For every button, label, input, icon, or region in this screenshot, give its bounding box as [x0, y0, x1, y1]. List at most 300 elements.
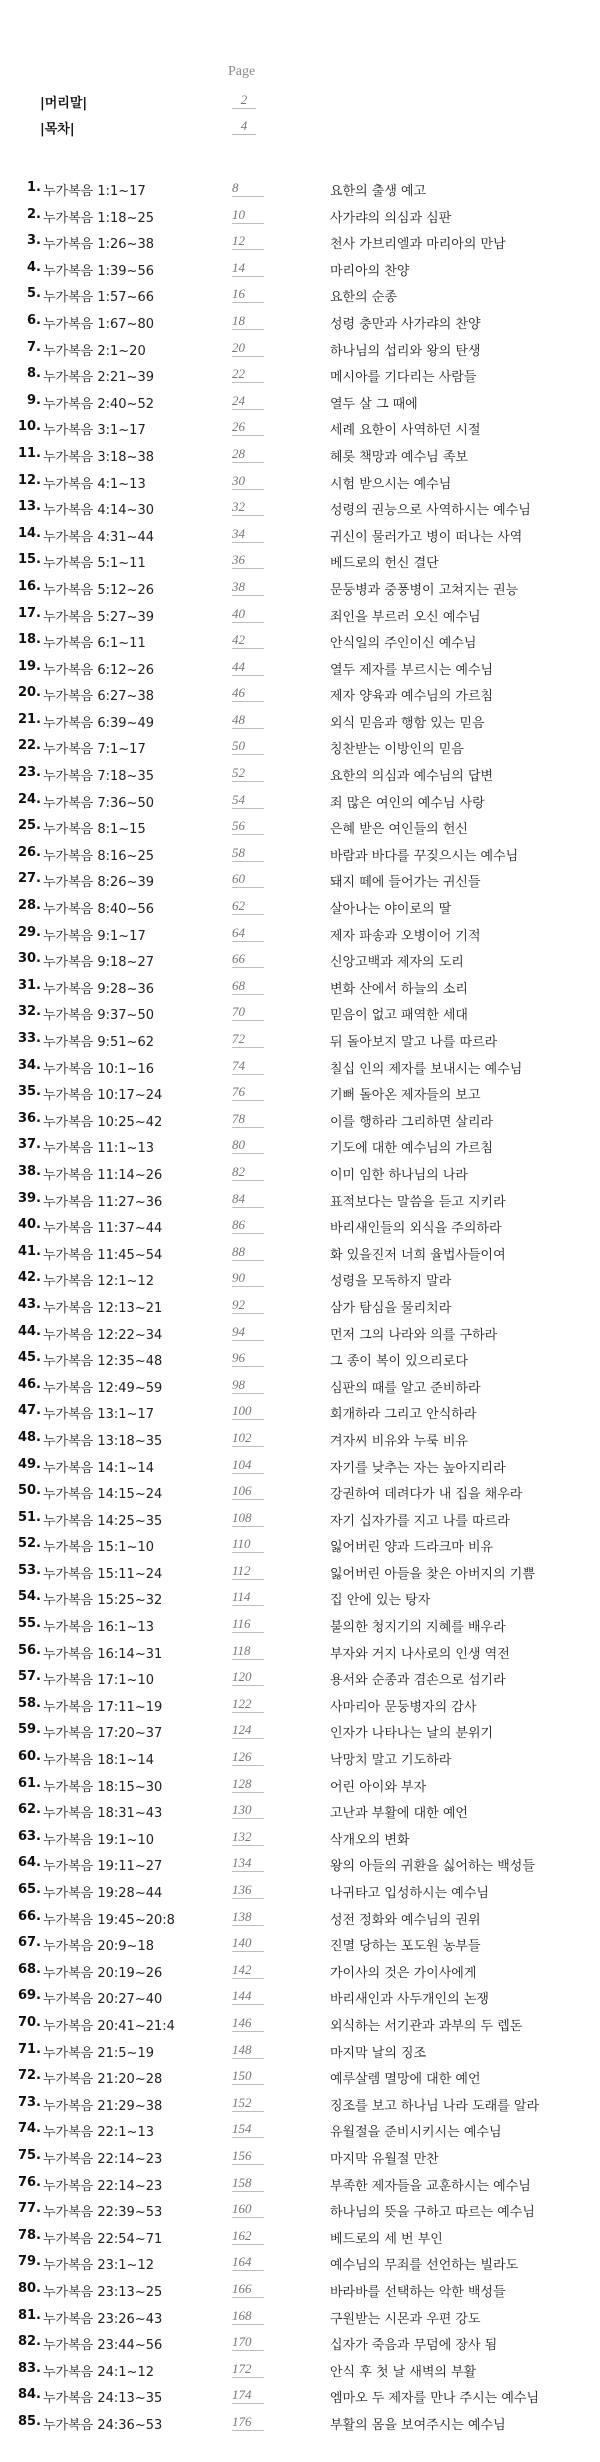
entry-reference: 누가복음 23:44~56: [43, 2338, 163, 2354]
toc-entry[interactable]: [0, 1479, 600, 1506]
entry-reference: 누가복음 22:1~13: [43, 2125, 154, 2141]
toc-entry[interactable]: [0, 894, 600, 921]
toc-entry[interactable]: [0, 522, 600, 549]
toc-entry[interactable]: [0, 734, 600, 761]
toc-entry[interactable]: [0, 2224, 600, 2251]
entry-page-number: 48: [232, 712, 264, 729]
entry-reference: 누가복음 11:1~13: [43, 1141, 154, 1157]
entry-page-number: 134: [232, 1855, 264, 1872]
entry-page-number: 46: [232, 685, 264, 702]
entry-title: 열두 살 그 때에: [330, 396, 418, 412]
entry-number: 61.: [17, 1775, 41, 1791]
entry-page-number: 124: [232, 1722, 264, 1739]
entry-number: 82.: [17, 2334, 41, 2350]
entry-page-number: 32: [232, 499, 264, 516]
entry-number: 43.: [17, 1296, 41, 1312]
entry-page-number: 130: [232, 1802, 264, 1819]
entry-reference: 누가복음 16:1~13: [43, 1620, 154, 1636]
entry-number: 14.: [17, 525, 41, 541]
entry-reference: 누가복음 21:29~38: [43, 2098, 163, 2114]
entry-number: 38.: [17, 1163, 41, 1179]
entry-reference: 누가복음 20:27~40: [43, 1992, 163, 2008]
entry-page-number: 64: [232, 925, 264, 942]
entry-page-number: 100: [232, 1403, 264, 1420]
entry-title: 죄 많은 여인의 예수님 사랑: [330, 795, 485, 811]
entry-page-number: 90: [232, 1270, 264, 1287]
toc-entry[interactable]: [0, 2250, 600, 2277]
entry-number: 1.: [27, 180, 41, 195]
entry-title: 예수님의 무죄를 선언하는 빌라도: [330, 2258, 519, 2274]
entry-number: 35.: [17, 1084, 41, 1100]
entry-title: 세례 요한이 사역하던 시절: [330, 423, 481, 439]
entry-reference: 누가복음 16:14~31: [43, 1646, 163, 1662]
entry-reference: 누가복음 8:1~15: [43, 822, 146, 838]
toc-entry[interactable]: [0, 1027, 600, 1054]
toc-entry[interactable]: [0, 1984, 600, 2011]
entry-reference: 누가복음 17:20~37: [43, 1726, 163, 1742]
entry-page-number: 112: [232, 1563, 264, 1580]
toc-entry[interactable]: [0, 1187, 600, 1214]
entry-number: 53.: [17, 1562, 41, 1578]
entry-number: 76.: [17, 2174, 41, 2190]
toc-entry[interactable]: [0, 282, 600, 309]
toc-entry[interactable]: [0, 1080, 600, 1107]
toc-entry[interactable]: [0, 1000, 600, 1027]
entry-title: 천사 가브리엘과 마리아의 만남: [330, 237, 506, 253]
toc-entry[interactable]: [0, 1825, 600, 1852]
entry-reference: 누가복음 18:15~30: [43, 1779, 163, 1795]
toc-entry[interactable]: [0, 203, 600, 230]
entry-reference: 누가복음 6:27~38: [43, 689, 154, 705]
entry-reference: 누가복음 19:1~10: [43, 1832, 154, 1848]
entry-number: 70.: [17, 2014, 41, 2030]
toc-entry[interactable]: [0, 1878, 600, 1905]
entry-reference: 누가복음 15:1~10: [43, 1540, 154, 1556]
entry-title: 겨자씨 비유와 누룩 비유: [330, 1433, 468, 1449]
entry-title: 잃어버린 아들을 찾은 아버지의 기쁨: [330, 1566, 535, 1582]
toc-entry[interactable]: [0, 1160, 600, 1187]
entry-page-number: 42: [232, 632, 264, 649]
toc-entry[interactable]: [0, 2011, 600, 2038]
toc-entry[interactable]: [0, 814, 600, 841]
entry-page-number: 144: [232, 1988, 264, 2005]
toc-entry[interactable]: [0, 1612, 600, 1639]
toc-entry[interactable]: [0, 548, 600, 575]
entry-page-number: 34: [232, 526, 264, 543]
toc-entry[interactable]: [0, 655, 600, 682]
toc-header: [0, 0, 600, 150]
entry-number: 26.: [17, 844, 41, 860]
toc-entry[interactable]: [0, 415, 600, 442]
entry-page-number: 102: [232, 1430, 264, 1447]
entry-title: 사가랴의 의심과 심판: [330, 210, 452, 226]
entry-title: 외식 믿음과 행함 있는 믿음: [330, 715, 485, 731]
toc-entry[interactable]: [0, 575, 600, 602]
entry-number: 49.: [17, 1456, 41, 1472]
toc-entry[interactable]: [0, 1240, 600, 1267]
toc-entry[interactable]: [0, 1798, 600, 1825]
toc-entry[interactable]: [0, 1958, 600, 1985]
entry-number: 9.: [27, 392, 41, 408]
toc-entry[interactable]: [0, 1054, 600, 1081]
entry-number: 5.: [27, 286, 41, 302]
entry-number: 7.: [27, 339, 41, 355]
entry-number: 27.: [17, 871, 41, 887]
entry-title: 메시아를 기다리는 사람들: [330, 370, 477, 386]
entry-reference: 누가복음 2:40~52: [43, 396, 154, 412]
entry-page-number: 38: [232, 579, 264, 596]
entry-title: 바리새인들의 외식을 주의하라: [330, 1221, 502, 1237]
entry-page-number: 118: [232, 1643, 264, 1660]
entry-reference: 누가복음 24:13~35: [43, 2391, 163, 2407]
entry-reference: 누가복음 1:67~80: [43, 316, 154, 332]
toc-entry[interactable]: [0, 1931, 600, 1958]
entry-reference: 누가복음 9:51~62: [43, 1035, 154, 1050]
entry-reference: 누가복음 8:16~25: [43, 848, 154, 864]
entry-number: 85.: [17, 2413, 41, 2429]
toc-entry[interactable]: [0, 947, 600, 974]
entry-page-number: 170: [232, 2334, 264, 2351]
entry-number: 83.: [17, 2360, 41, 2376]
toc-entry[interactable]: [0, 469, 600, 496]
toc-entry[interactable]: [0, 1266, 600, 1293]
entry-title: 엠마오 두 제자를 만나 주시는 예수님: [330, 2391, 540, 2407]
toc-entry[interactable]: [0, 2304, 600, 2331]
toc-entry[interactable]: [0, 2064, 600, 2091]
entry-title: 징조를 보고 하나님 나라 도래를 알라: [330, 2098, 540, 2114]
entry-number: 56.: [17, 1642, 41, 1658]
toc-entry[interactable]: [0, 176, 600, 203]
entry-title: 성전 정화와 예수님의 권위: [330, 1912, 481, 1928]
toc-entry[interactable]: [0, 309, 600, 336]
entry-page-number: 120: [232, 1669, 264, 1686]
entry-title: 진멸 당하는 포도원 농부들: [330, 1939, 481, 1955]
toc-entry[interactable]: [0, 1399, 600, 1426]
entry-title: 성령을 모독하지 말라: [330, 1274, 452, 1290]
entry-number: 45.: [17, 1350, 41, 1366]
entry-number: 51.: [17, 1509, 41, 1525]
entry-title: 심판의 때를 알고 준비하라: [330, 1380, 481, 1396]
toc-entry[interactable]: [0, 1453, 600, 1480]
toc-entry[interactable]: [0, 1107, 600, 1134]
entry-title: 강권하여 데려다가 내 집을 채우라: [330, 1487, 523, 1503]
entry-reference: 누가복음 22:14~23: [43, 2178, 163, 2194]
entry-title: 먼저 그의 나라와 의를 구하라: [330, 1327, 498, 1343]
entry-reference: 누가복음 13:18~35: [43, 1433, 163, 1449]
toc-entry[interactable]: [0, 1692, 600, 1719]
entry-page-number: 52: [232, 765, 264, 782]
toc-entry[interactable]: [0, 2277, 600, 2304]
entry-number: 20.: [17, 685, 41, 701]
entry-reference: 누가복음 12:22~34: [43, 1327, 163, 1343]
entry-page-number: 40: [232, 606, 264, 623]
entry-reference: 누가복음 7:36~50: [43, 795, 154, 811]
entry-title: 베드로의 세 번 부인: [330, 2231, 443, 2247]
toc-entry[interactable]: [0, 1133, 600, 1160]
entry-title: 사마리아 문둥병자의 감사: [330, 1699, 477, 1715]
entry-title: 은혜 받은 여인들의 헌신: [330, 822, 468, 838]
toc-entry[interactable]: [0, 921, 600, 948]
entry-reference: 누가복음 4:1~13: [43, 476, 146, 492]
entry-number: 78.: [17, 2227, 41, 2243]
entry-number: 3.: [27, 233, 41, 249]
toc-entry[interactable]: [0, 2091, 600, 2118]
entry-page-number: 10: [232, 207, 264, 224]
entry-reference: 누가복음 24:36~53: [43, 2417, 163, 2433]
entry-page-number: 16: [232, 286, 264, 303]
entry-page-number: 168: [232, 2308, 264, 2325]
entry-page-number: 160: [232, 2201, 264, 2218]
entry-title: 이를 행하라 그리하면 살리라: [330, 1114, 494, 1130]
entry-reference: 누가복음 9:37~50: [43, 1008, 154, 1024]
toc-entry[interactable]: [0, 2410, 600, 2437]
entry-number: 84.: [17, 2387, 41, 2403]
entry-number: 29.: [17, 924, 41, 940]
entry-title: 안식일의 주인이신 예수님: [330, 636, 477, 652]
toc-entry[interactable]: [0, 1559, 600, 1586]
toc-entry[interactable]: [0, 1213, 600, 1240]
entry-title: 바리새인과 사두개인의 논쟁: [330, 1992, 489, 2008]
entry-reference: 누가복음 5:1~11: [43, 556, 146, 572]
entry-number: 69.: [17, 1988, 41, 2004]
entry-reference: 누가복음 10:25~42: [43, 1114, 163, 1130]
entry-number: 63.: [17, 1828, 41, 1844]
entry-title: 나귀타고 입성하시는 예수님: [330, 1886, 489, 1901]
entry-number: 19.: [17, 658, 41, 674]
toc-entry[interactable]: [0, 841, 600, 868]
entry-page-number: 58: [232, 845, 264, 862]
toc-entry[interactable]: [0, 1745, 600, 1772]
entry-reference: 누가복음 9:18~27: [43, 955, 154, 971]
entry-page-number: 30: [232, 473, 264, 490]
entry-reference: 누가복음 1:26~38: [43, 237, 154, 253]
entry-page-number: 54: [232, 792, 264, 809]
entry-reference: 누가복음 4:14~30: [43, 503, 154, 519]
entry-title: 부활의 몸을 보여주시는 예수님: [330, 2417, 506, 2433]
entry-reference: 누가복음 14:15~24: [43, 1487, 163, 1503]
entry-title: 기뻐 돌아온 제자들의 보고: [330, 1088, 481, 1104]
toc-entry[interactable]: [0, 1718, 600, 1745]
entry-reference: 누가복음 7:1~17: [43, 742, 146, 758]
entry-page-number: 156: [232, 2148, 264, 2165]
entry-reference: 누가복음 1:18~25: [43, 210, 154, 226]
entry-reference: 누가복음 5:27~39: [43, 609, 154, 625]
entry-number: 33.: [17, 1031, 41, 1046]
entry-reference: 누가복음 12:35~48: [43, 1354, 163, 1370]
toc-entry[interactable]: [0, 336, 600, 363]
entry-reference: 누가복음 23:13~25: [43, 2284, 163, 2300]
toc-entry[interactable]: [0, 602, 600, 629]
entry-number: 67.: [17, 1935, 41, 1951]
toc-entry[interactable]: [0, 2171, 600, 2198]
entry-title: 고난과 부활에 대한 예언: [330, 1806, 468, 1822]
entry-title: 자기 십자가를 지고 나를 따르라: [330, 1513, 510, 1529]
toc-entry[interactable]: [0, 1905, 600, 1932]
entry-number: 77.: [17, 2201, 41, 2217]
toc-entry[interactable]: [0, 867, 600, 894]
entry-number: 42.: [17, 1270, 41, 1286]
entry-number: 47.: [17, 1403, 41, 1419]
entry-page-number: 96: [232, 1350, 264, 1367]
entry-page-number: 68: [232, 978, 264, 995]
entry-title: 죄인을 부르러 오신 예수님: [330, 609, 481, 625]
entry-number: 16.: [17, 578, 41, 594]
entry-title: 변화 산에서 하늘의 소리: [330, 981, 468, 997]
entry-reference: 누가복음 18:31~43: [43, 1806, 163, 1822]
entry-page-number: 104: [232, 1457, 264, 1474]
entry-number: 55.: [17, 1616, 41, 1632]
entry-number: 22.: [17, 738, 41, 754]
toc-entry[interactable]: [0, 495, 600, 522]
front-matter-contents[interactable]: [0, 118, 600, 138]
entry-reference: 누가복음 6:39~49: [43, 715, 154, 731]
toc-entry[interactable]: [0, 708, 600, 735]
entry-title: 성령의 권능으로 사역하시는 예수님: [330, 503, 531, 519]
entry-title: 베드로의 헌신 결단: [330, 556, 439, 572]
front-matter-label: |목차|: [40, 122, 75, 137]
entry-page-number: 82: [232, 1164, 264, 1181]
toc-entry[interactable]: [0, 1373, 600, 1400]
entry-title: 헤롯 책망과 예수님 족보: [330, 449, 468, 465]
entry-title: 왕의 아들의 귀환을 싫어하는 백성들: [330, 1859, 535, 1875]
toc-entry[interactable]: [0, 389, 600, 416]
entry-title: 뒤 돌아보지 말고 나를 따르라: [330, 1035, 498, 1050]
entry-page-number: 128: [232, 1776, 264, 1793]
entry-title: 요한의 의심과 예수님의 답변: [330, 769, 494, 785]
entry-number: 46.: [17, 1376, 41, 1392]
entry-number: 34.: [17, 1057, 41, 1073]
entry-number: 59.: [17, 1722, 41, 1738]
entry-reference: 누가복음 11:37~44: [43, 1221, 163, 1237]
entry-reference: 누가복음 20:9~18: [43, 1939, 154, 1955]
entry-reference: 누가복음 17:1~10: [43, 1673, 154, 1689]
toc-entry[interactable]: [0, 974, 600, 1001]
entry-title: 부족한 제자들을 교훈하시는 예수님: [330, 2178, 531, 2194]
toc-entry[interactable]: [0, 1639, 600, 1666]
entry-title: 제자 양육과 예수님의 가르침: [330, 689, 494, 705]
entry-number: 73.: [17, 2094, 41, 2110]
toc-entry[interactable]: [0, 1665, 600, 1692]
entry-page-number: 158: [232, 2175, 264, 2192]
entry-title: 돼지 떼에 들어가는 귀신들: [330, 875, 481, 891]
entry-reference: 누가복음 9:1~17: [43, 928, 146, 944]
toc-entry[interactable]: [0, 681, 600, 708]
entry-reference: 누가복음 23:26~43: [43, 2311, 163, 2327]
entry-reference: 누가복음 3:1~17: [43, 423, 146, 439]
toc-entry[interactable]: [0, 442, 600, 469]
toc-entry[interactable]: [0, 2117, 600, 2144]
entry-page-number: 62: [232, 898, 264, 915]
entry-page-number: 110: [232, 1536, 264, 1553]
entry-page-number: 74: [232, 1058, 264, 1075]
toc-entry[interactable]: [0, 2383, 600, 2410]
toc-entry[interactable]: [0, 2038, 600, 2065]
entry-page-number: 20: [232, 340, 264, 357]
entry-title: 표적보다는 말씀을 듣고 지키라: [330, 1194, 506, 1210]
entry-title: 기도에 대한 예수님의 가르침: [330, 1141, 494, 1157]
entry-title: 귀신이 물러가고 병이 떠나는 사역: [330, 529, 523, 545]
entry-title: 부자와 거지 나사로의 인생 역전: [330, 1646, 510, 1662]
entry-reference: 누가복음 10:1~16: [43, 1061, 154, 1077]
toc-entry[interactable]: [0, 1320, 600, 1347]
entry-page-number: 148: [232, 2042, 264, 2059]
toc-entry[interactable]: [0, 1426, 600, 1453]
entry-page-number: 92: [232, 1297, 264, 1314]
toc-entry[interactable]: [0, 2330, 600, 2357]
front-matter-preface[interactable]: [0, 92, 600, 112]
toc-list: [0, 176, 600, 2436]
entry-reference: 누가복음 20:19~26: [43, 1965, 163, 1981]
entry-number: 15.: [17, 552, 41, 568]
entry-title: 마리아의 찬양: [330, 263, 410, 279]
entry-reference: 누가복음 15:25~32: [43, 1593, 163, 1609]
toc-entry[interactable]: [0, 1851, 600, 1878]
entry-page-number: 140: [232, 1935, 264, 1952]
entry-reference: 누가복음 8:26~39: [43, 875, 154, 891]
toc-entry[interactable]: [0, 628, 600, 655]
entry-reference: 누가복음 11:27~36: [43, 1194, 163, 1210]
entry-title: 칭찬받는 이방인의 믿음: [330, 742, 464, 758]
entry-page-number: 50: [232, 738, 264, 755]
entry-reference: 누가복음 19:11~27: [43, 1859, 163, 1875]
entry-title: 그 종이 복이 있으리로다: [330, 1354, 468, 1370]
entry-number: 13.: [17, 499, 41, 515]
entry-title: 십자가 죽음과 무덤에 장사 됨: [330, 2338, 498, 2354]
toc-entry[interactable]: [0, 362, 600, 389]
toc-entry[interactable]: [0, 1585, 600, 1612]
toc-entry[interactable]: [0, 256, 600, 283]
entry-reference: 누가복음 21:20~28: [43, 2072, 163, 2088]
entry-page-number: 84: [232, 1191, 264, 1208]
front-matter-page: 4: [232, 118, 256, 135]
toc-entry[interactable]: [0, 1772, 600, 1799]
entry-page-number: 114: [232, 1589, 264, 1606]
entry-reference: 누가복음 1:1~17: [43, 184, 146, 199]
toc-entry[interactable]: [0, 1293, 600, 1320]
toc-entry[interactable]: [0, 788, 600, 815]
entry-number: 72.: [17, 2068, 41, 2084]
entry-title: 요한의 순종: [330, 290, 397, 306]
toc-entry[interactable]: [0, 1506, 600, 1533]
entry-number: 52.: [17, 1536, 41, 1552]
toc-entry[interactable]: [0, 1532, 600, 1559]
toc-entry[interactable]: [0, 1346, 600, 1373]
entry-reference: 누가복음 11:45~54: [43, 1247, 163, 1263]
entry-number: 66.: [17, 1908, 41, 1924]
entry-reference: 누가복음 7:18~35: [43, 769, 154, 785]
entry-title: 문둥병과 중풍병이 고쳐지는 권능: [330, 582, 519, 598]
toc-entry[interactable]: [0, 2144, 600, 2171]
toc-entry[interactable]: [0, 761, 600, 788]
entry-reference: 누가복음 23:1~12: [43, 2258, 154, 2274]
toc-entry[interactable]: [0, 2197, 600, 2224]
entry-number: 8.: [27, 366, 41, 382]
toc-entry[interactable]: [0, 2357, 600, 2384]
entry-number: 80.: [17, 2280, 41, 2296]
entry-number: 12.: [17, 472, 41, 488]
entry-page-number: 166: [232, 2281, 264, 2298]
entry-title: 요한의 출생 예고: [330, 184, 427, 199]
entry-number: 44.: [17, 1323, 41, 1339]
entry-reference: 누가복음 12:13~21: [43, 1300, 163, 1316]
toc-entry[interactable]: [0, 229, 600, 256]
entry-reference: 누가복음 22:39~53: [43, 2205, 163, 2221]
front-matter-label: |머리말|: [40, 96, 88, 111]
entry-title: 이미 임한 하나님의 나라: [330, 1167, 468, 1183]
entry-title: 회개하라 그리고 안식하라: [330, 1407, 477, 1423]
entry-number: 36.: [17, 1110, 41, 1126]
entry-number: 39.: [17, 1190, 41, 1206]
